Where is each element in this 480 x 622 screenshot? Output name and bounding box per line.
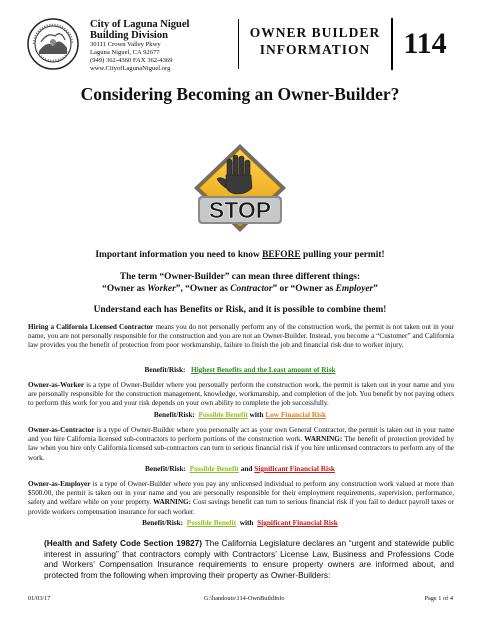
stop-sign-icon: [186, 142, 294, 238]
benefit-risk-owner-as-contractor: Benefit/Risk: Possible Benefit and Significant Financial Risk: [145, 464, 335, 473]
intro-line-1: Important information you need to know BEFORE pulling your permit!: [95, 250, 385, 260]
footer-page-number: Page 1 of 4: [424, 595, 453, 602]
section-owner-as-contractor: Owner-as-Contractor is a type of Owner-Builder where you personally act as your own General Contractor, the permit is taken out in your name and you hire California licensed sub-contractors to perform portions of the construction work. WARNING: The benefit of protection provided by law when you hire only California licensed sub-contractors can turn to serious financial risk if you hire unlicensed contractors to perform any of the work.: [28, 426, 454, 462]
section-licensed-contractor: Hiring a California Licensed Contractor means you do not personally perform any of the construction work, the permit is not taken out in your name, you are not personally responsible for the construction and you are not an Owner-Builder. Instead, you become a “Customer” and California law provides you the benefit of protection from poor workmanship, failure to finish the job and financial risk due to worker injury.: [28, 323, 454, 350]
section-owner-as-worker: Owner-as-Worker is a type of Owner-Builder where you personally perform the construction work, the permit is taken out in your name and you are personally responsible for the construction management, knowledge, workmanship, and completion of the job. You benefit by not paying others to perform this work for you and your risk depends on your own ability to complete the job successfully.: [28, 381, 454, 408]
intro-line-4: Understand each has Benefits or Risk, and it is possible to combine them!: [93, 305, 387, 315]
page-title: Considering Becoming an Owner-Builder?: [80, 84, 400, 104]
benefit-risk-licensed-contractor: Benefit/Risk: Highest Benefits and the Least amount of Risk: [144, 365, 336, 374]
footer-date: 01/03/17: [28, 595, 51, 602]
address-line-2: Laguna Niguel, CA 92677: [90, 49, 160, 56]
section-owner-as-employer: Owner-as-Employer is a type of Owner-Builder where you pay any unlicensed individual to perform any construction work valued at more than $500.00, the permit is taken out in your name and you are personally responsible for their employment requirements, supervision, performance, safety and welfare while on your property. WARNING: Cost savings benefit can turn to serious financial risk if you fail to deduct payroll taxes or provide workers compensation insurance for each worker.: [28, 480, 454, 516]
legal-paragraph: (Health and Safety Code Section 19827) The California Legislature declares an “urgent and statewide public interest in assuring” that contractors comply with Contractors’ License Law, Business and Professions Code and Workers’ Compensation Insurance requirements to ensure property owners are informed about, and protected from the following when improving their property as Owner-Builders:: [44, 538, 454, 580]
website: www.CityofLagunaNiguel.org: [90, 65, 171, 72]
phone-fax: (949) 362-4360 FAX 362-4369: [90, 57, 173, 64]
organization-block: [90, 19, 239, 72]
document-header: [27, 18, 455, 70]
stop-text: STOP: [208, 197, 272, 223]
benefit-risk-owner-as-worker: Benefit/Risk: Possible Benefit with Low Financial Risk: [153, 410, 327, 419]
address-line-1: 30111 Crown Valley Pkwy: [90, 41, 161, 48]
before-emphasis: BEFORE: [262, 250, 301, 260]
city-seal-icon: [27, 18, 79, 70]
title-line-2: INFORMATION: [259, 42, 371, 57]
form-number: 114: [403, 27, 447, 60]
document-title-block: [239, 24, 391, 58]
intro-line-2: The term “Owner-Builder” can mean three different things:: [119, 272, 361, 282]
header-divider: [391, 18, 393, 70]
footer-file-path: G:\handouts\114-OwnBuildInfo: [204, 595, 285, 602]
division-name: Building Division: [90, 30, 168, 41]
benefit-risk-owner-as-employer: Benefit/Risk: Possible Benefit with Significant Financial Risk: [142, 518, 338, 527]
title-line-1: OWNER BUILDER: [249, 25, 381, 40]
city-name: City of Laguna Niguel: [90, 19, 190, 30]
intro-line-3: “Owner as Worker”, “Owner as Contractor” or “Owner as Employer”: [102, 284, 378, 294]
